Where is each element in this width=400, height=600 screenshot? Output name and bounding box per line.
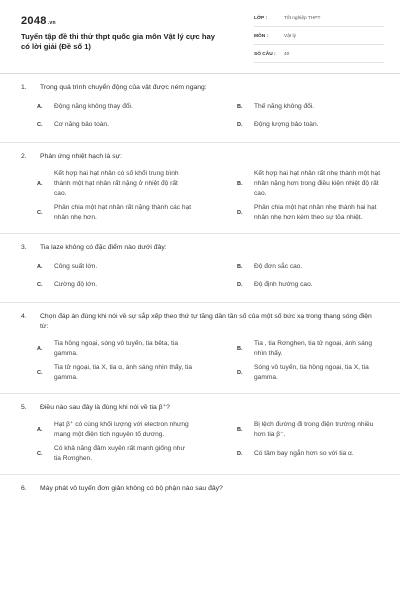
- option-b[interactable]: B. Độ đơn sắc cao.: [237, 263, 303, 270]
- option-a[interactable]: A. Công suất lớn.: [37, 263, 98, 270]
- option-d[interactable]: D. Động lượng bảo toàn.: [237, 121, 319, 128]
- option-a[interactable]: A. Động năng không thay đổi.: [37, 103, 133, 110]
- question-1: [0, 74, 400, 143]
- question-2: [0, 143, 400, 234]
- question-number: 4.: [21, 313, 27, 320]
- question-6: [0, 475, 400, 502]
- option-d[interactable]: D. Độ định hướng cao.: [237, 281, 313, 288]
- question-number: 2.: [21, 153, 27, 160]
- option-c[interactable]: C. Tia tử ngoại, tia X, tia α, ánh sáng nhìn thấy, tia gamma.: [37, 364, 192, 381]
- question-list: [0, 74, 400, 600]
- option-d[interactable]: D. Sóng vô tuyến, tia hồng ngoại, tia X, tia gamma.: [237, 364, 369, 381]
- option-b[interactable]: B. Kết hợp hai hạt nhân rất nhẹ thành một hạt nhân nặng hơn trong điều kiện nhiệt độ rất cao.: [237, 170, 381, 197]
- header: [0, 0, 400, 74]
- question-4: [0, 303, 400, 394]
- option-c[interactable]: C. Phân chia một hạt nhân rất nặng thành các hạt nhân nhẹ hơn.: [37, 204, 192, 221]
- meta-class: LỚP : Tốt nghiệp THPT: [254, 13, 384, 27]
- question-text: Phản ứng nhiệt hạch là sự:: [40, 153, 123, 160]
- option-c[interactable]: C. Có khả năng đâm xuyên rất mạnh giống như tia Rơnghen.: [37, 445, 185, 462]
- option-c[interactable]: C. Cơ năng bảo toàn.: [37, 121, 109, 128]
- question-3: [0, 234, 400, 303]
- option-b[interactable]: B. Bị lệch đường đi trong điện trường nhiều hơn tia β⁻.: [237, 421, 374, 438]
- option-d[interactable]: D. Có tầm bay ngắn hơn so với tia α.: [237, 450, 354, 457]
- exam-meta: [254, 13, 384, 67]
- question-number: 6.: [21, 485, 27, 492]
- question-number: 3.: [21, 244, 27, 251]
- question-number: 5.: [21, 404, 27, 411]
- question-text: Trong quá trình chuyển động của vật được ném ngang:: [40, 84, 207, 91]
- question-text: Chọn đáp án đúng khi nói về sự sắp xếp theo thứ tự tăng dần tần số của một số bức xạ trong thang sóng điện từ:: [40, 313, 372, 330]
- option-a[interactable]: A. Hạt β⁺ có cùng khối lượng với electron nhưng mang một điện tích nguyên tố dương.: [37, 421, 189, 438]
- meta-subject: MÔN : Vật lý: [254, 31, 384, 45]
- meta-question-count: SỐ CÂU : 40: [254, 49, 384, 63]
- site-logo[interactable]: 2048.vn: [21, 15, 56, 27]
- exam-title: Tuyển tập đề thi thử thpt quốc gia môn Vật lý cực hay có lời giải (Đề số 1): [21, 32, 215, 51]
- question-text: Điều nào sau đây là đúng khi nói về tia β⁺?: [40, 404, 170, 411]
- option-c[interactable]: C. Cường độ lớn.: [37, 281, 98, 288]
- question-5: [0, 394, 400, 475]
- question-text: Máy phát vô tuyến đơn giản không có bộ phận nào sau đây?: [40, 485, 223, 492]
- question-number: 1.: [21, 84, 27, 91]
- option-a[interactable]: A. Kết hợp hai hạt nhân có số khối trung bình thành một hạt nhân rất nặng ở nhiệt độ rất cao.: [37, 170, 179, 197]
- option-b[interactable]: B. Tia , tia Rơnghen, tia tử ngoại, ánh sáng nhìn thấy.: [237, 340, 373, 357]
- option-a[interactable]: A. Tia hồng ngoại, sóng vô tuyến, tia bêta, tia gamma.: [37, 340, 179, 357]
- option-b[interactable]: B. Thế năng không đổi.: [237, 103, 315, 110]
- option-d[interactable]: D. Phân chia một hạt nhân nhẹ thành hai hạt nhân nhẹ hơn kèm theo sự tỏa nhiệt.: [237, 204, 377, 221]
- question-text: Tia laze không có đặc điểm nào dưới đây:: [40, 244, 167, 251]
